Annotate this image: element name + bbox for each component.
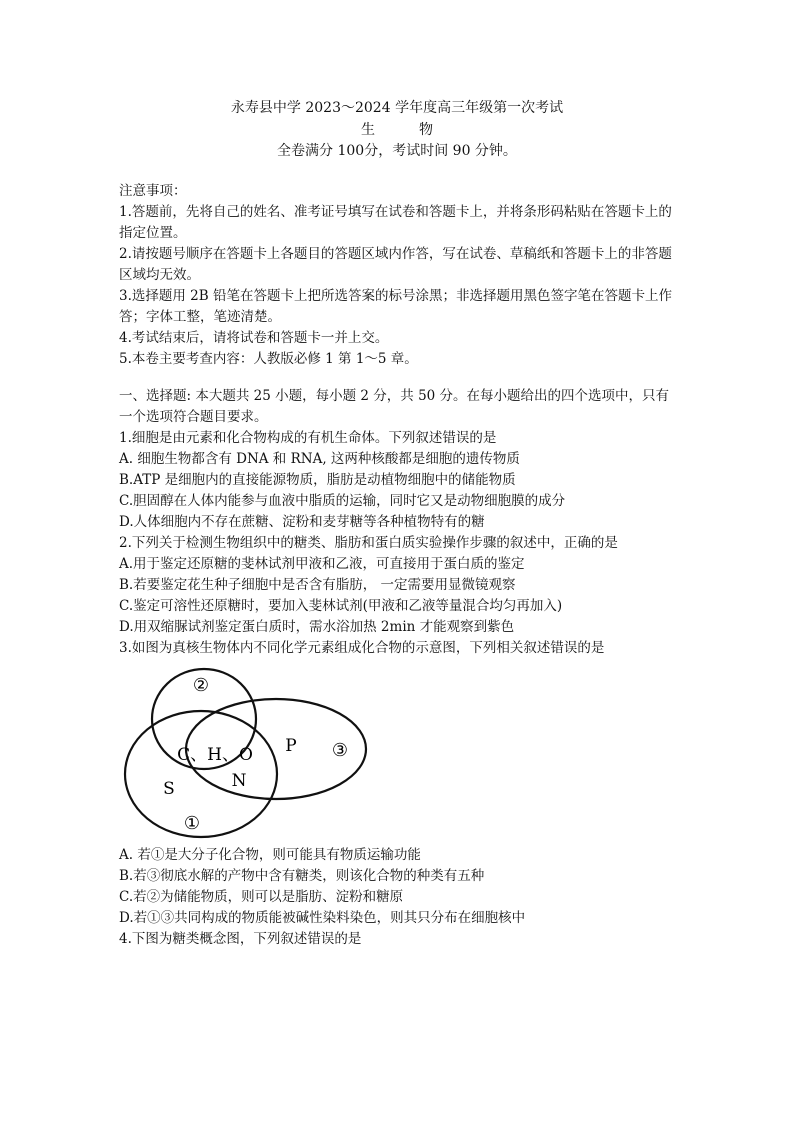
notice-item-1: 1.答题前，先将自己的姓名、准考证号填写在试卷和答题卡上，并将条形码粘贴在答题卡上的指定位置。 (119, 204, 672, 241)
question-3-option-d: D.若①③共同构成的物质能被碱性染料染色，则其只分布在细胞核中 (119, 910, 526, 926)
question-3-option-c: C.若②为储能物质，则可以是脂肪、淀粉和糖原 (119, 889, 404, 905)
section-heading: 一、选择题: 本大题共 25 小题，每小题 2 分，共 50 分。在每小题给出的四个选项中，只有一个选项符合题目要求。 (119, 388, 670, 425)
label-element-n: N (231, 771, 247, 791)
exam-title: 永寿县中学 2023～2024 学年度高三年级第一次考试 (230, 100, 564, 116)
notice-item-4: 4.考试结束后，请将试卷和答题卡一并上交。 (119, 330, 389, 346)
label-circle-two: ② (192, 675, 210, 696)
question-2-option-c: C.鉴定可溶性还原糖时，要加入斐林试剂(甲液和乙液等量混合均匀再加入) (119, 598, 563, 614)
question-2-option-b: B.若要鉴定花生种子细胞中是否含有脂肪， 一定需要用显微镜观察 (119, 577, 516, 593)
question-1-stem: 1.细胞是由元素和化合物构成的有机生命体。下列叙述错误的是 (119, 430, 497, 446)
notice-item-5: 5.本卷主要考查内容：人教版必修 1 第 1～5 章。 (119, 351, 418, 367)
question-3-option-a: A. 若①是大分子化合物，则可能具有物质运输功能 (119, 847, 421, 863)
label-circle-one: ① (183, 813, 201, 834)
label-circle-three: ③ (331, 740, 349, 761)
subject-char-2: 物 (419, 122, 433, 138)
venn-diagram-svg (119, 666, 369, 842)
question-1-option-b: B.ATP 是细胞内的直接能源物质，脂肪是动植物细胞中的储能物质 (119, 472, 516, 488)
notice-item-3: 3.选择题用 2B 铅笔在答题卡上把所选答案的标号涂黑；非选择题用黑色签字笔在答题卡上作答；字体工整，笔迹清楚。 (119, 288, 672, 325)
question-1-option-a: A. 细胞生物都含有 DNA 和 RNA, 这两种核酸都是细胞的遗传物质 (119, 451, 520, 467)
label-element-s: S (163, 779, 175, 799)
circle-one (125, 711, 277, 837)
question-1-option-c: C.胆固醇在人体内能参与血液中脂质的运输，同时它又是动物细胞膜的成分 (119, 493, 566, 509)
exam-duration-note: 全卷满分 100分，考试时间 90 分钟。 (277, 143, 517, 159)
question-3-options (119, 845, 679, 950)
question-2-option-a: A.用于鉴定还原糖的斐林试剂甲液和乙液，可直接用于蛋白质的鉴定 (119, 556, 525, 572)
notice-block (119, 181, 679, 370)
exam-subject (0, 119, 794, 139)
question-1-option-d: D.人体细胞内不存在蔗糖、淀粉和麦芽糖等各种植物特有的糖 (119, 514, 485, 530)
question-2-stem: 2.下列关于检测生物组织中的糖类、脂肪和蛋白质实验操作步骤的叙述中，正确的是 (119, 535, 618, 551)
label-elements-center: C、H、O (177, 745, 253, 765)
question-3-option-b: B.若③彻底水解的产物中含有糖类，则该化合物的种类有五种 (119, 868, 485, 884)
section-one (119, 386, 679, 659)
question-3-stem: 3.如图为真核生物体内不同化学元素组成化合物的示意图，下列相关叙述错误的是 (119, 640, 605, 656)
subject-char-1: 生 (361, 122, 375, 138)
question-2-option-d: D.用双缩脲试剂鉴定蛋白质时，需水浴加热 2min 才能观察到紫色 (119, 619, 515, 635)
label-element-p: P (285, 736, 297, 756)
notice-heading: 注意事项： (119, 183, 187, 199)
notice-item-2: 2.请按题号顺序在答题卡上各题目的答题区域内作答，写在试卷、草稿纸和答题卡上的非答题区域均无效。 (119, 246, 672, 283)
venn-diagram (119, 666, 369, 842)
question-4-stem: 4.下图为糖类概念图，下列叙述错误的是 (119, 931, 362, 947)
